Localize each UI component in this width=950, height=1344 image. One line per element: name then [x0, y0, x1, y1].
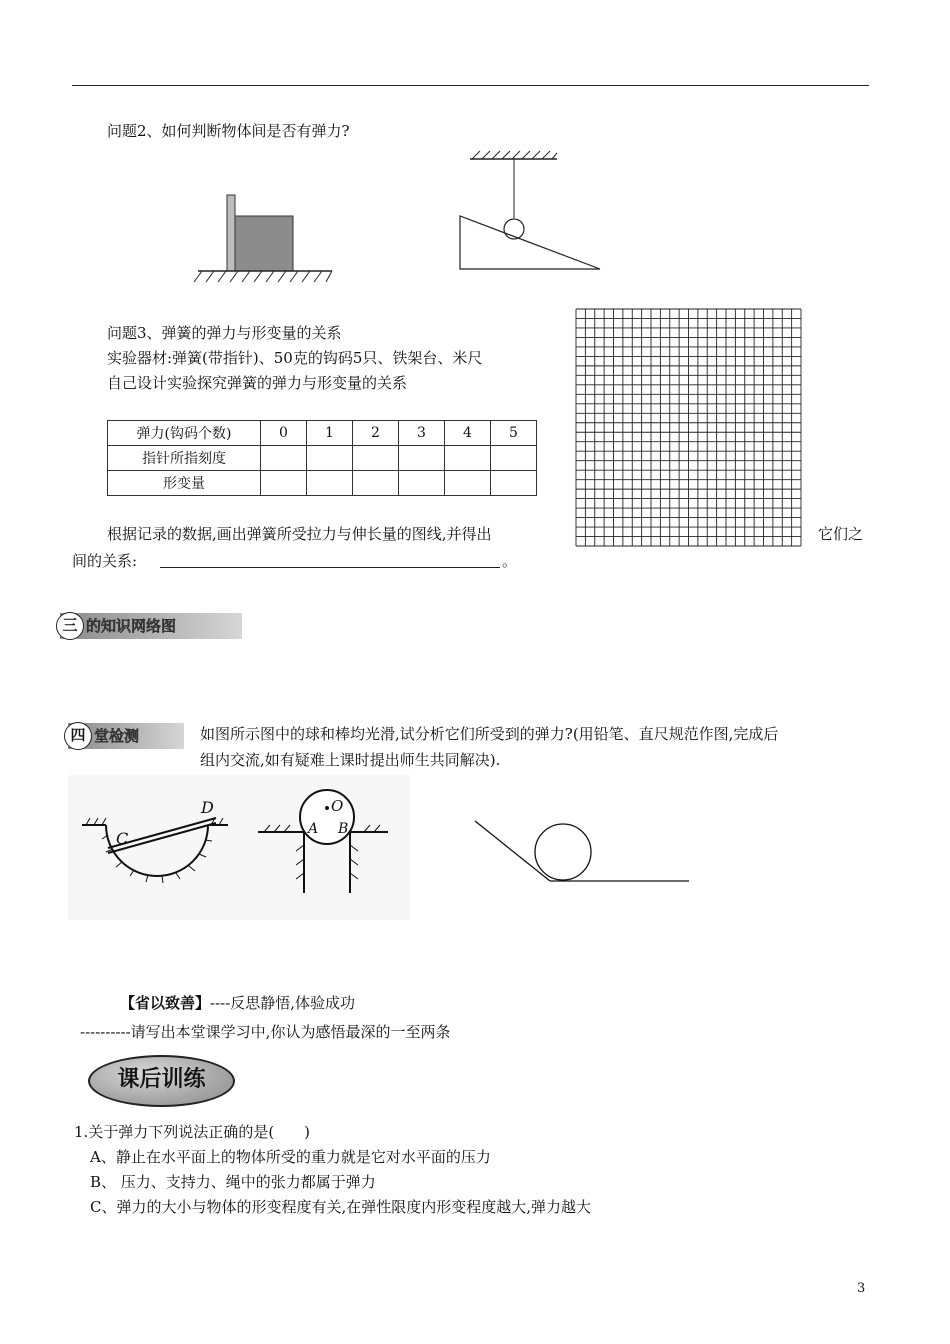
answer-blank[interactable]: [160, 567, 500, 568]
incline: [460, 216, 600, 269]
table-row-label: 弹力(钩码个数): [108, 421, 261, 446]
hanging-ball-figure: [455, 150, 605, 275]
conclusion-period: 。: [502, 552, 518, 570]
question-3-design: 自己设计实验探究弹簧的弹力与形变量的关系: [107, 374, 408, 392]
table-row: [108, 421, 537, 446]
block: [235, 216, 293, 271]
graph-paper-grid: [575, 308, 802, 547]
section-3-badge: [60, 613, 242, 639]
table-row: [108, 471, 537, 496]
section-4-text-2: 组内交流,如有疑难上课时提出师生共同解决).: [200, 751, 501, 769]
exercise-1-stem: 1.关于弹力下列说法正确的是( ): [74, 1123, 311, 1141]
section-4-number: 四: [64, 722, 92, 750]
table-cell: 4: [445, 421, 491, 446]
table-row: [108, 446, 537, 471]
label-c: C: [116, 829, 129, 848]
section-3-label: 的知识网络图: [86, 617, 177, 635]
table-cell-empty[interactable]: [353, 446, 399, 471]
table-cell: 2: [353, 421, 399, 446]
table-cell-empty[interactable]: [491, 446, 537, 471]
table-cell-empty[interactable]: [491, 471, 537, 496]
page-number: 3: [857, 1281, 866, 1296]
reflection-heading: [120, 993, 355, 1013]
table-cell-empty[interactable]: [307, 471, 353, 496]
reflection-title: 【省以致善】: [120, 994, 211, 1012]
label-d: D: [201, 798, 214, 817]
conclusion-line-1: 根据记录的数据,画出弹簧所受拉力与伸长量的图线,并得出: [107, 525, 492, 543]
table-cell-empty[interactable]: [445, 471, 491, 496]
label-b: B: [338, 821, 349, 837]
table-cell-empty[interactable]: [353, 471, 399, 496]
question-3-title: 问题3、弹簧的弹力与形变量的关系: [107, 324, 342, 342]
label-a: A: [308, 821, 319, 837]
table-cell-empty[interactable]: [261, 446, 307, 471]
section-4-text-1: 如图所示图中的球和棒均光滑,试分析它们所受到的弹力?(用铅笔、直尺规范作图,完成后: [200, 725, 779, 743]
table-row-label: 形变量: [108, 471, 261, 496]
ball-slope-figure: [470, 815, 695, 890]
question-2: 问题2、如何判断物体间是否有弹力?: [107, 122, 350, 140]
table-cell-empty[interactable]: [307, 446, 353, 471]
reflection-subtitle: ----反思静悟,体验成功: [210, 994, 356, 1012]
table-cell-empty[interactable]: [399, 471, 445, 496]
conclusion-line-1-end: 它们之: [818, 525, 864, 543]
section-3-number: 三: [56, 612, 84, 640]
exercise-1-option-c: C、弹力的大小与物体的形变程度有关,在弹性限度内形变程度越大,弹力越大: [90, 1198, 592, 1216]
wall-board: [227, 195, 235, 271]
table-cell: 0: [261, 421, 307, 446]
reflection-prompt: ----------请写出本堂课学习中,你认为感悟最深的一至两条: [80, 1023, 451, 1041]
exercise-1-option-a: A、静止在水平面上的物体所受的重力就是它对水平面的压力: [90, 1148, 491, 1166]
table-cell-empty[interactable]: [399, 446, 445, 471]
table-cell: 1: [307, 421, 353, 446]
ball: [535, 824, 591, 880]
rod-ball-figures: [68, 775, 410, 920]
section-4-label: 堂检测: [94, 727, 140, 745]
conclusion-line-2: 间的关系:: [72, 552, 138, 570]
table-cell: 5: [491, 421, 537, 446]
after-class-title: 课后训练: [88, 1055, 235, 1107]
table-cell: 3: [399, 421, 445, 446]
section-4-badge: [68, 723, 184, 749]
table-cell-empty[interactable]: [261, 471, 307, 496]
table-cell-empty[interactable]: [445, 446, 491, 471]
label-o: O: [331, 797, 344, 815]
block-wall-figure: [190, 190, 340, 285]
header-rule: [72, 85, 869, 86]
question-3-materials: 实验器材:弹簧(带指针)、50克的钩码5只、铁架台、米尺: [107, 349, 483, 367]
experiment-table: [107, 420, 537, 496]
table-row-label: 指针所指刻度: [108, 446, 261, 471]
exercise-1-option-b: B、 压力、支持力、绳中的张力都属于弹力: [90, 1173, 376, 1191]
ground-hatch: [194, 271, 332, 282]
ceiling-hatch: [472, 151, 557, 159]
